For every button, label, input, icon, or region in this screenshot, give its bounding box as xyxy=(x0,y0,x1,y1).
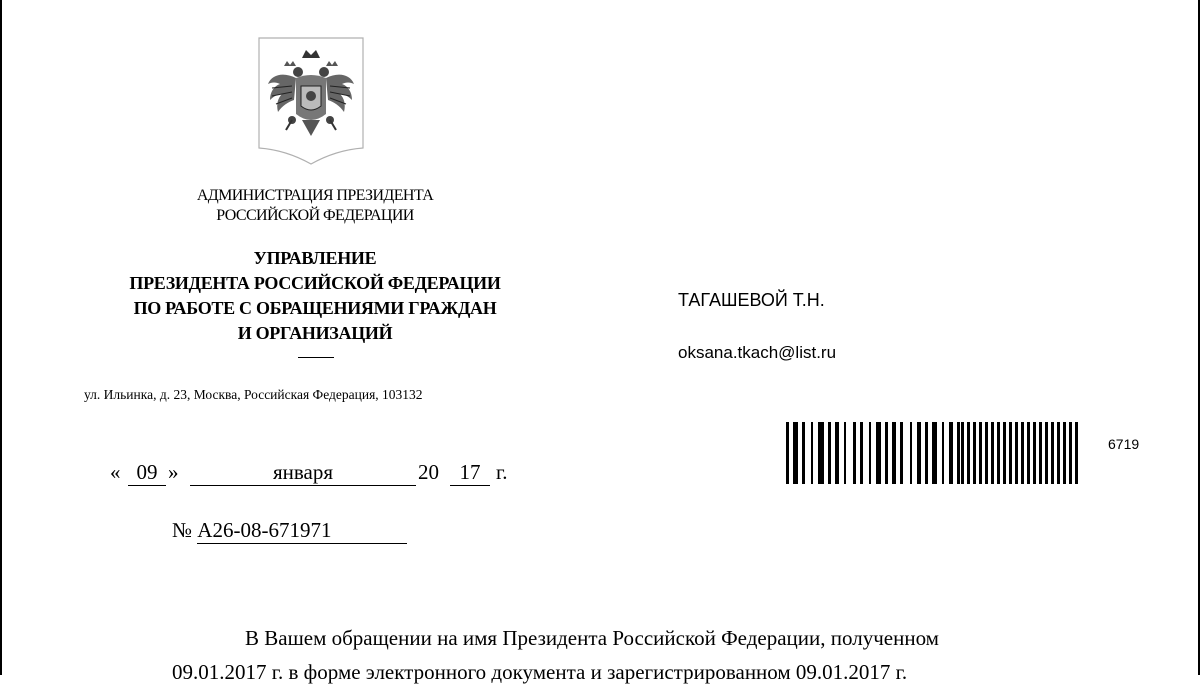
department-heading xyxy=(100,246,530,346)
recipient-email: oksana.tkach@list.ru xyxy=(678,343,837,362)
date-year-mark: г. xyxy=(496,460,508,484)
date-year-suffix: 17 xyxy=(450,460,490,486)
barcode-number: 6719 xyxy=(1108,436,1140,452)
recipient-name: ТАГАШЕВОЙ Т.Н. xyxy=(678,290,825,310)
department-line-4: И ОРГАНИЗАЦИЙ xyxy=(237,323,393,343)
administration-heading xyxy=(130,186,500,226)
sender-address: ул. Ильинка, д. 23, Москва, Российская Федерация, 103132 xyxy=(84,387,423,402)
coat-of-arms-emblem xyxy=(256,36,366,166)
date-open-quote: « xyxy=(110,460,121,484)
registration-number xyxy=(172,518,407,544)
department-line-3: ПО РАБОТЕ С ОБРАЩЕНИЯМИ ГРАЖДАН xyxy=(133,298,497,318)
body-line-2: 09.01.2017 г. в форме электронного документа и зарегистрированном 09.01.2017 г. xyxy=(172,660,908,684)
page-left-edge xyxy=(0,0,2,675)
department-line-1: УПРАВЛЕНИЕ xyxy=(253,248,377,268)
date-day: 09 xyxy=(128,460,166,486)
date-close-quote: » xyxy=(168,460,179,484)
department-line-2: ПРЕЗИДЕНТА РОССИЙСКОЙ ФЕДЕРАЦИИ xyxy=(129,273,501,293)
registration-number-value: А26-08-671971 xyxy=(197,518,407,544)
administration-line-1: АДМИНИСТРАЦИЯ ПРЕЗИДЕНТА xyxy=(196,187,434,204)
barcode xyxy=(786,422,1078,484)
department-divider xyxy=(298,357,334,358)
registration-number-prefix: № xyxy=(172,518,193,542)
body-line-1: В Вашем обращении на имя Президента Российской Федерации, полученном xyxy=(245,626,939,650)
date-year-prefix: 20 xyxy=(418,460,439,484)
date-month: января xyxy=(190,460,416,486)
administration-line-2: РОССИЙСКОЙ ФЕДЕРАЦИИ xyxy=(216,207,414,224)
